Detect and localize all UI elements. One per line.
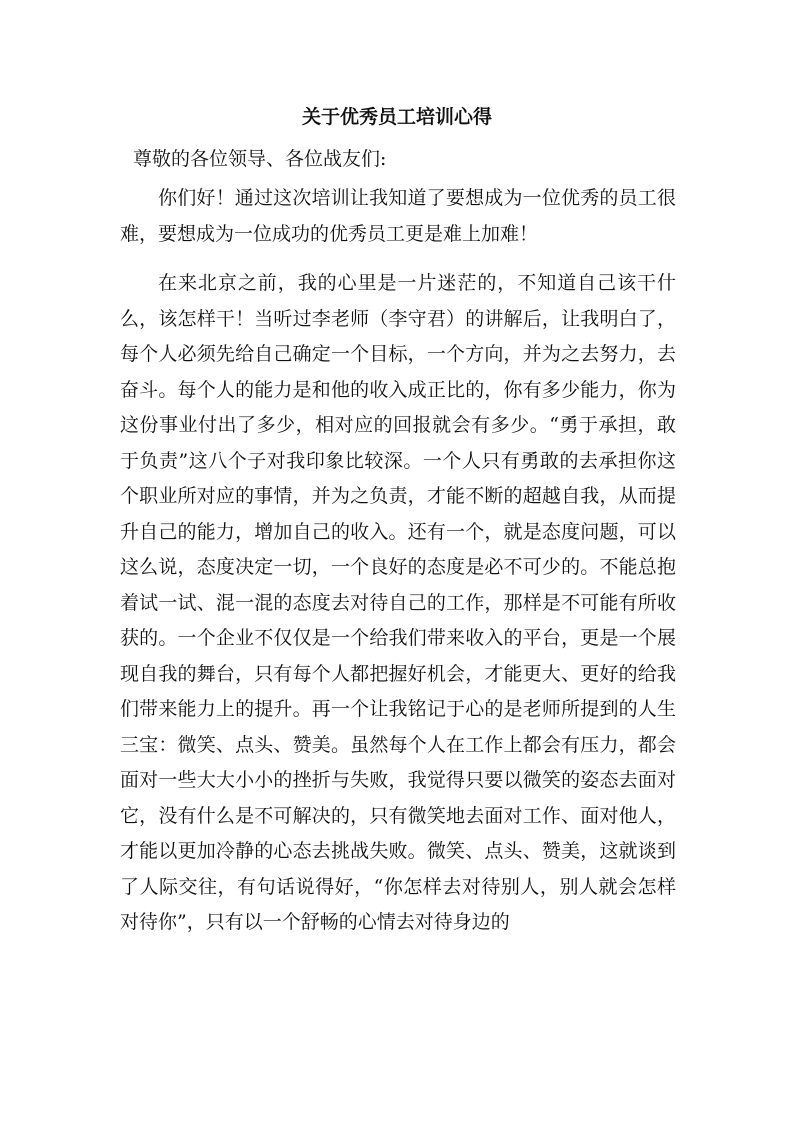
document-title: 关于优秀员工培训心得 xyxy=(301,106,492,128)
paragraph-body: 在来北京之前，我的心里是一片迷茫的，不知道自己该干什么，该怎样干！当听过李老师（李守君）的讲解后，让我明白了，每个人必须先给自己确定一个目标，一个方向，并为之去努力，去奋斗。每个人的能力是和他的收入成正比的，你有多少能力，你为这份事业付出了多少，相对应的回报就会有多少。“勇于承担，敢于负责”这八个子对我印象比较深。一个人只有勇敢的去承担你这个职业所对应的事情，并为之负责，才能不断的超越自我，从而提升自己的能力，增加自己的收入。还有一个，就是态度问题，可以这么说，态度决定一切，一个良好的态度是必不可少的。不能总抱着试一试、混一混的态度去对待自己的工作，那样是不可能有所收获的。一个企业不仅仅是一个给我们带来收入的平台，更是一个展现自我的舞台，只有每个人都把握好机会，才能更大、更好的给我们带来能力上的提升。再一个让我铭记于心的是老师所提到的人生三宝：微笑、点头、赞美。虽然每个人在工作上都会有压力，都会面对一些大大小小的挫折与失败，我觉得只要以微笑的姿态去面对它，没有什么是不可解决的，只有微笑地去面对工作、面对他人，才能以更加冷静的心态去挑战失败。微笑、点头、赞美，这就谈到了人际交往，有句话说得好，“你怎样去对待别人，别人就会怎样对待你”，只有以一个舒畅的心情去对待身边的 xyxy=(120,272,676,933)
salutation: 尊敬的各位领导、各位战友们: xyxy=(133,148,387,170)
paragraph-greeting: 你们好！通过这次培训让我知道了要想成为一位优秀的员工很难，要想成为一位成功的优秀员工更是难上加难！ xyxy=(120,187,676,245)
